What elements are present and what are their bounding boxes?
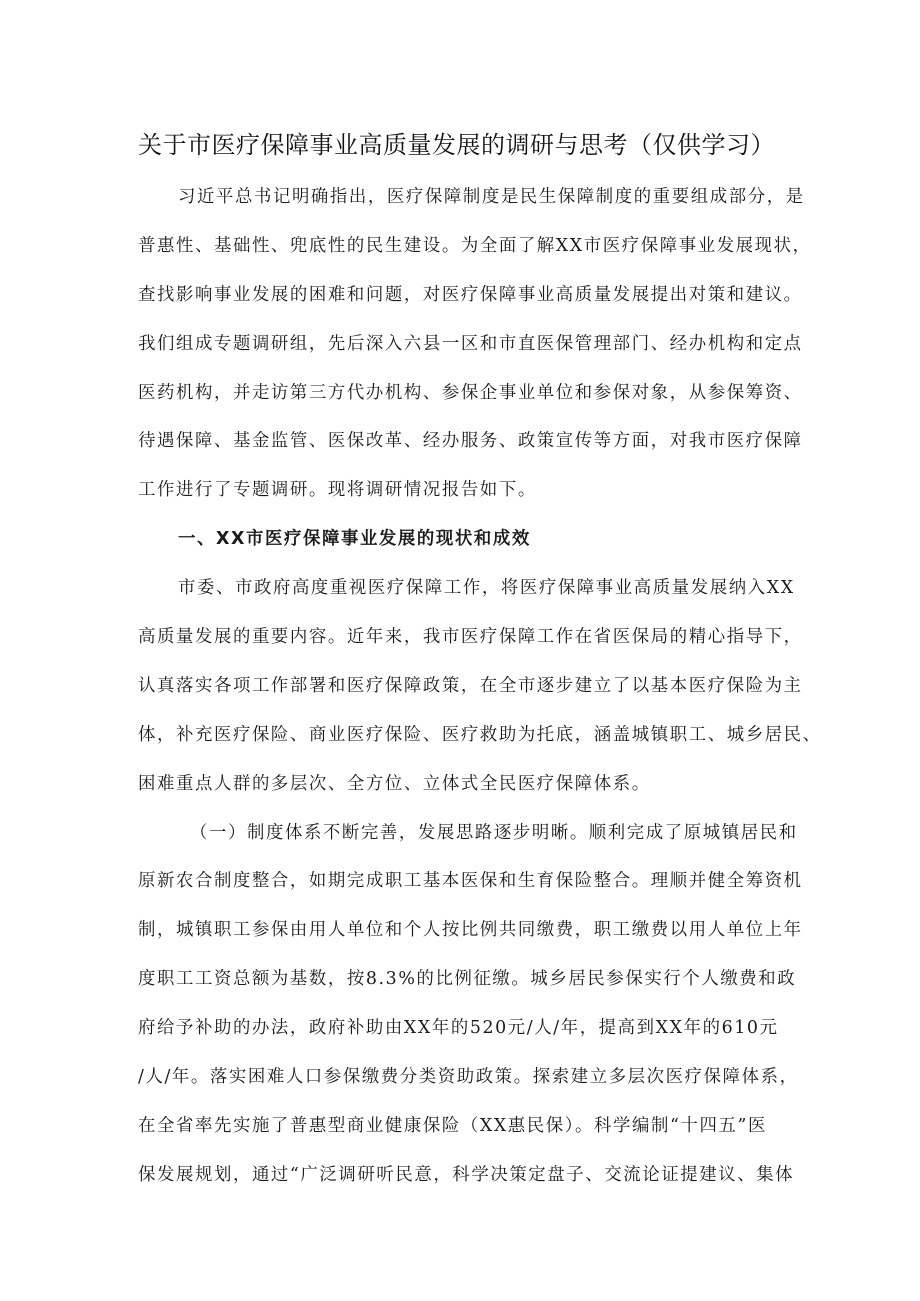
subsection-line: （一）制度体系不断完善，发展思路逐步明晰。顺利完成了原城镇居民和 <box>190 822 798 843</box>
paragraph-line: 府给予补助的办法，政府补助由XX年的520元/人/年，提高到XX年的610元 <box>138 1018 779 1039</box>
paragraph-line: 普惠性、基础性、兜底性的民生建设。为全面了解XX市医疗保障事业发展现状， <box>138 235 812 256</box>
paragraph-line: 查找影响事业发展的困难和问题，对医疗保障事业高质量发展提出对策和建议。 <box>138 284 803 305</box>
paragraph-line: 保发展规划，通过“广泛调研听民意，科学决策定盘子、交流论证提建议、集体 <box>138 1164 795 1185</box>
paragraph-line: /人/年。落实困难人口参保缴费分类资助政策。探索建立多层次医疗保障体系， <box>138 1067 799 1088</box>
paragraph-line: 市委、市政府高度重视医疗保障工作，将医疗保障事业高质量发展纳入XX <box>178 578 795 599</box>
paragraph-line: 工作进行了专题调研。现将调研情况报告如下。 <box>138 480 537 501</box>
document-title: 关于市医疗保障事业高质量发展的调研与思考（仅供学习） <box>138 131 775 159</box>
paragraph-line: 习近平总书记明确指出，医疗保障制度是民生保障制度的重要组成部分，是 <box>178 187 805 207</box>
paragraph-line: 我们组成专题调研组，先后深入六县一区和市直医保管理部门、经办机构和定点 <box>138 333 803 354</box>
document-body <box>138 180 822 1207</box>
paragraph-line: 制，城镇职工参保由用人单位和个人按比例共同缴费，职工缴费以用人单位上年 <box>138 920 803 941</box>
paragraph-line: 认真落实各项工作部署和医疗保障政策，在全市逐步建立了以基本医疗保险为主 <box>138 675 803 696</box>
paragraph-line: 体，补充医疗保险、商业医疗保险、医疗救助为托底，涵盖城镇职工、城乡居民、 <box>138 724 822 745</box>
paragraph-line: 高质量发展的重要内容。近年来，我市医疗保障工作在省医保局的精心指导下， <box>138 627 803 648</box>
paragraph-line: 原新农合制度整合，如期完成职工基本医保和生育保险整合。理顺并健全筹资机 <box>138 871 803 892</box>
paragraph-line: 度职工工资总额为基数，按8.3%的比例征缴。城乡居民参保实行个人缴费和政 <box>138 969 797 990</box>
paragraph-line: 待遇保障、基金监管、医保改革、经办服务、政策宣传等方面，对我市医疗保障 <box>138 431 803 452</box>
paragraph-line: 困难重点人群的多层次、全方位、立体式全民医疗保障体系。 <box>138 773 651 794</box>
section-heading: 一、XX市医疗保障事业发展的现状和成效 <box>178 529 531 550</box>
paragraph-line: 医药机构，并走访第三方代办机构、参保企事业单位和参保对象，从参保筹资、 <box>138 382 803 403</box>
paragraph-line: 在全省率先实施了普惠型商业健康保险（XX惠民保）。科学编制“十四五”医 <box>138 1115 767 1136</box>
